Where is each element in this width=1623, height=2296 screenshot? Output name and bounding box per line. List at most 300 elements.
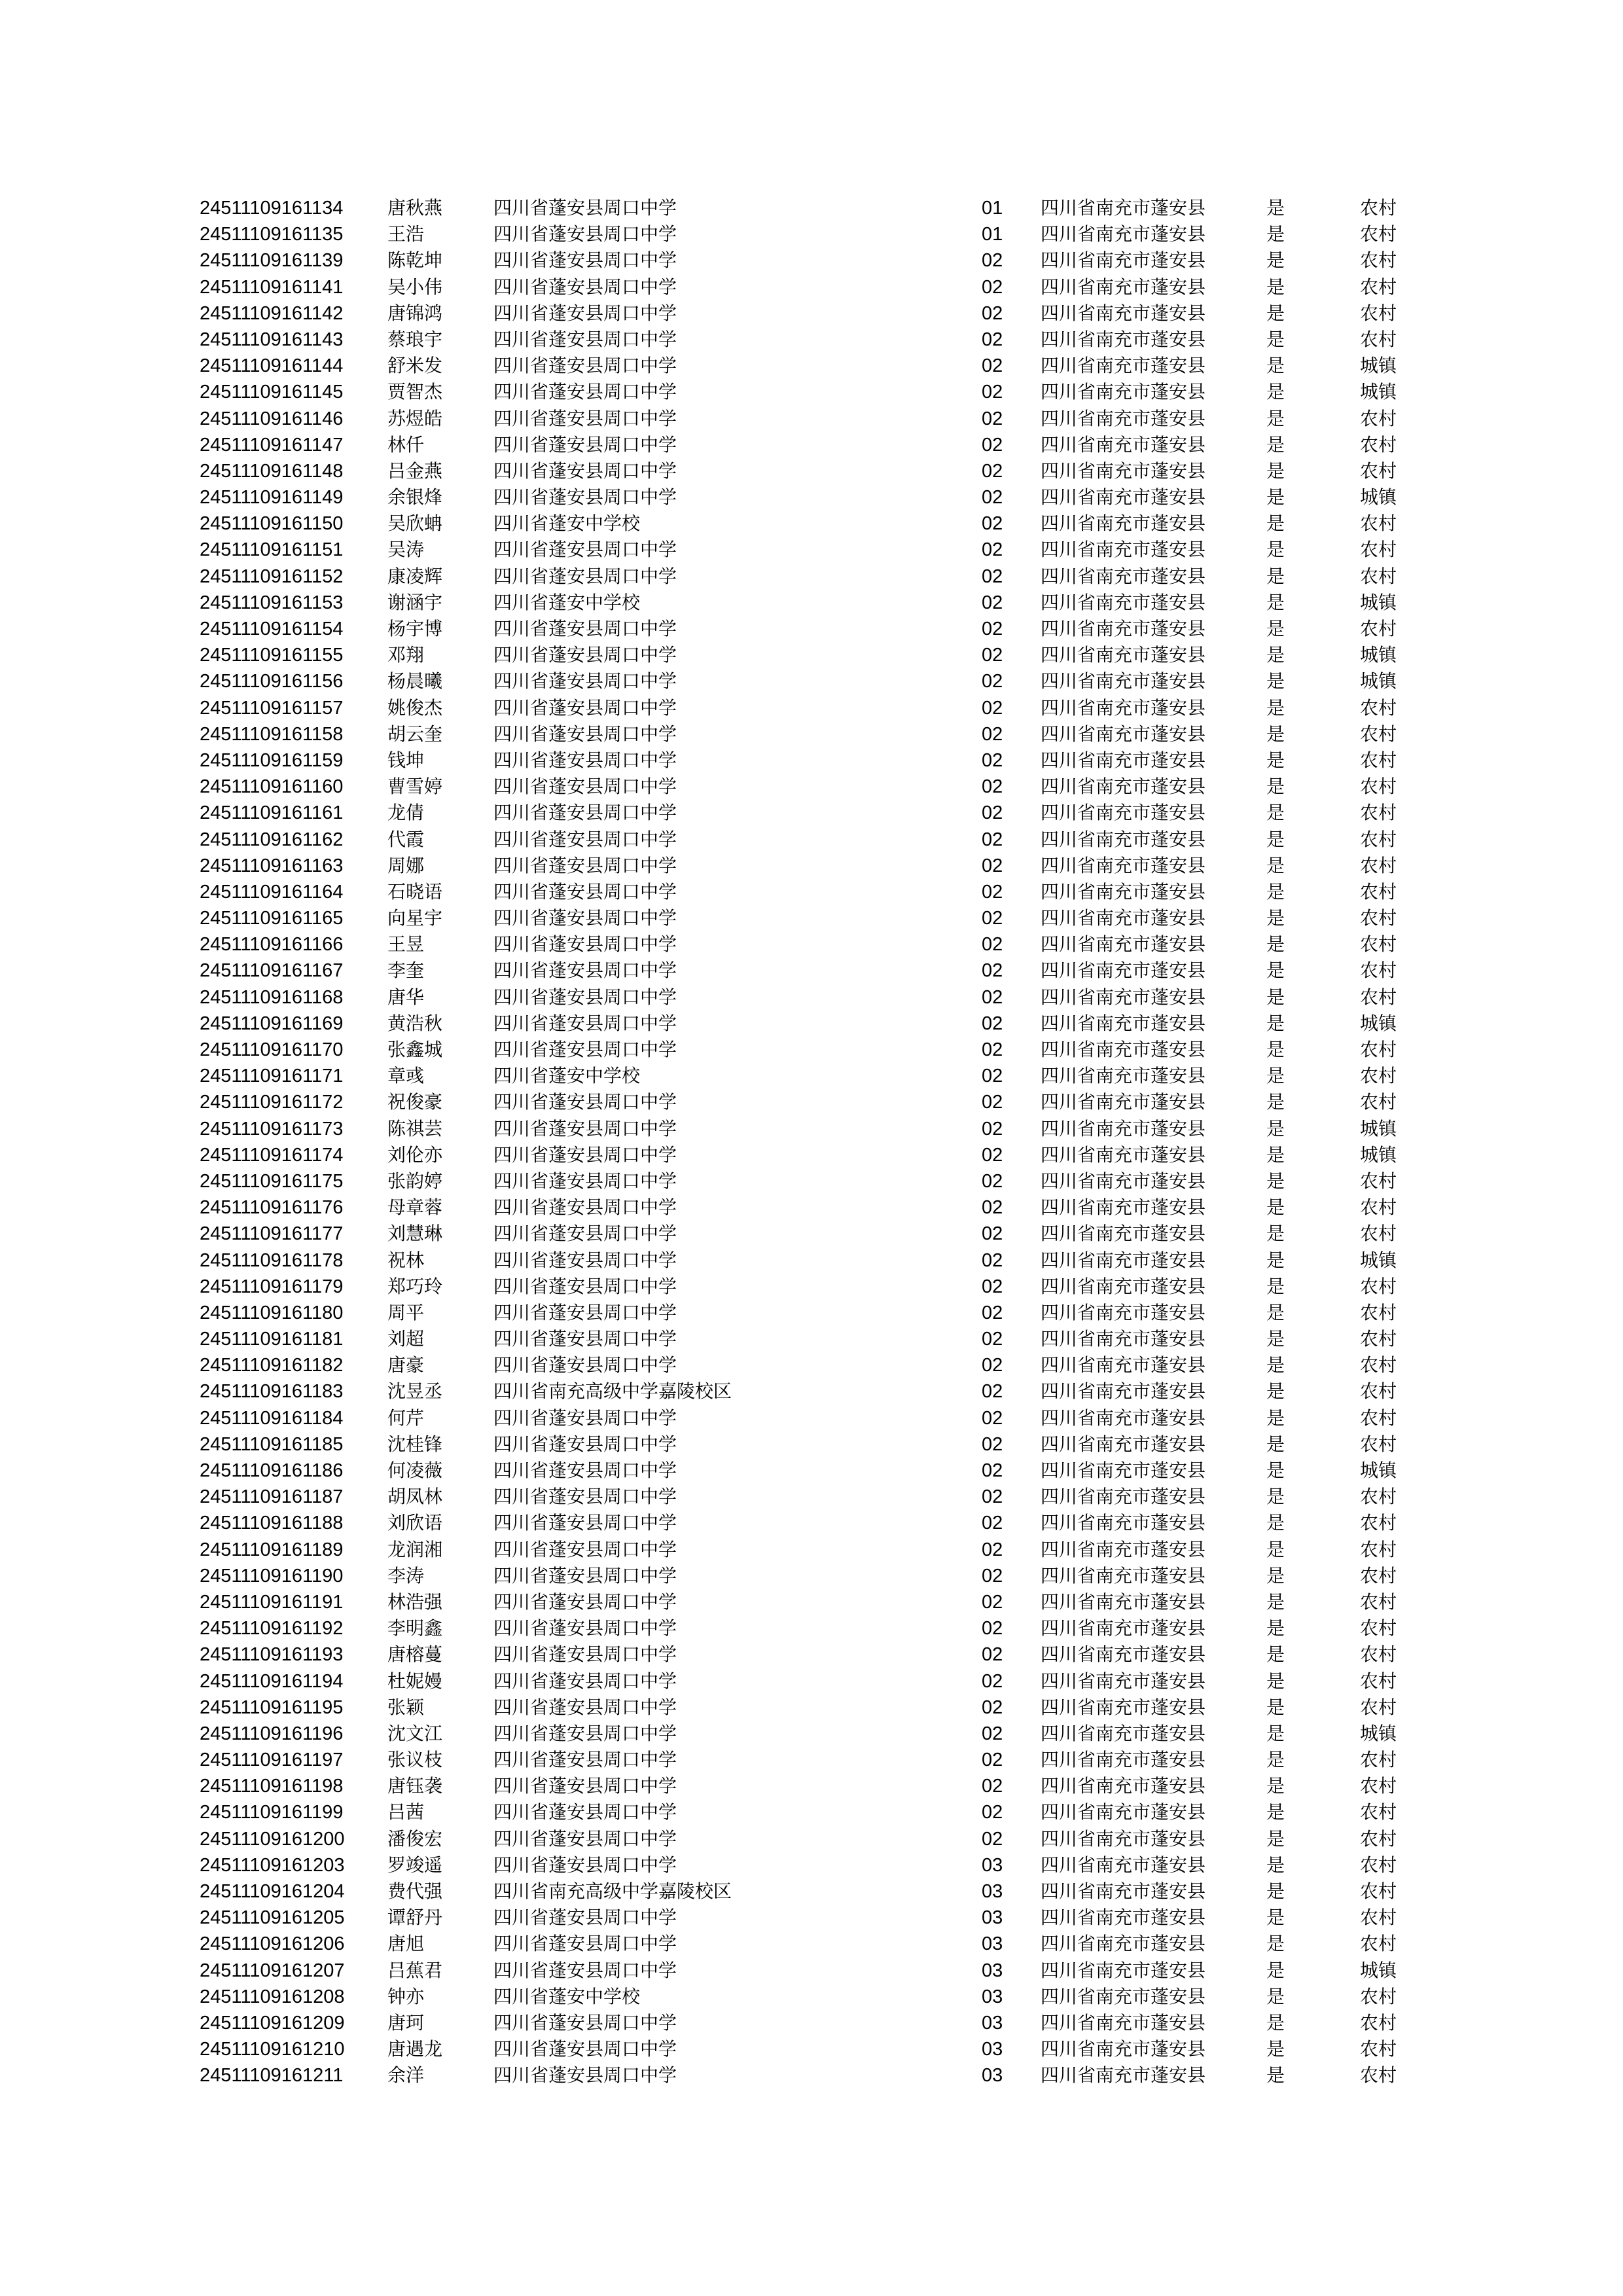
exam-id-cell: 24511109161170	[200, 1039, 344, 1060]
region-cell: 四川省南充市蓬安县	[1041, 802, 1206, 824]
table-row	[0, 1484, 1623, 1510]
region-cell: 四川省南充市蓬安县	[1041, 1512, 1206, 1534]
exam-id-cell: 24511109161203	[200, 1854, 345, 1876]
student-name-cell: 谢涵宇	[387, 591, 443, 613]
table-row	[0, 1405, 1623, 1431]
student-name-cell: 沈昱丞	[387, 1380, 443, 1403]
exam-id-cell: 24511109161167	[200, 960, 344, 982]
region-cell: 四川省南充市蓬安县	[1041, 197, 1206, 219]
exam-id-cell: 24511109161193	[200, 1644, 344, 1666]
area-type-cell: 城镇	[1360, 1012, 1397, 1034]
region-cell: 四川省南充市蓬安县	[1041, 1907, 1206, 1929]
student-name-cell: 吴欣蚺	[387, 512, 443, 535]
student-name-cell: 唐豪	[387, 1354, 425, 1376]
region-cell: 四川省南充市蓬安县	[1041, 960, 1206, 982]
region-cell: 四川省南充市蓬安县	[1041, 512, 1206, 535]
school-cell: 四川省蓬安县周口中学	[493, 618, 677, 639]
student-name-cell: 刘慧琳	[387, 1223, 443, 1245]
area-type-cell: 城镇	[1360, 644, 1397, 666]
flag-cell: 是	[1266, 802, 1285, 824]
code-cell: 01	[982, 198, 1003, 219]
table-row	[0, 1958, 1623, 1984]
student-name-cell: 潘俊宏	[387, 1827, 443, 1850]
flag-cell: 是	[1266, 381, 1285, 403]
exam-id-cell: 24511109161197	[200, 1749, 344, 1771]
area-type-cell: 农村	[1360, 433, 1397, 456]
table-row	[0, 1747, 1623, 1773]
flag-cell: 是	[1266, 960, 1285, 982]
school-cell: 四川省蓬安县周口中学	[493, 1433, 677, 1455]
code-cell: 02	[982, 1749, 1003, 1771]
code-cell: 02	[982, 1302, 1003, 1323]
school-cell: 四川省蓬安县周口中学	[493, 1407, 677, 1429]
school-cell: 四川省蓬安县周口中学	[493, 1722, 677, 1744]
area-type-cell: 农村	[1360, 276, 1397, 298]
flag-cell: 是	[1266, 1275, 1285, 1297]
code-cell: 02	[982, 1039, 1003, 1060]
flag-cell: 是	[1266, 2011, 1285, 2034]
student-name-cell: 曹雪婷	[387, 776, 443, 798]
student-name-cell: 林仟	[387, 433, 425, 456]
region-cell: 四川省南充市蓬安县	[1041, 486, 1206, 509]
flag-cell: 是	[1266, 1039, 1285, 1060]
flag-cell: 是	[1266, 1091, 1285, 1113]
student-name-cell: 苏煜皓	[387, 407, 443, 429]
school-cell: 四川省蓬安县周口中学	[493, 1196, 677, 1219]
school-cell: 四川省蓬安县周口中学	[493, 249, 677, 272]
flag-cell: 是	[1266, 1012, 1285, 1034]
exam-id-cell: 24511109161173	[200, 1118, 344, 1139]
region-cell: 四川省南充市蓬安县	[1041, 880, 1206, 903]
code-cell: 02	[982, 302, 1003, 324]
student-name-cell: 刘伦亦	[387, 1143, 443, 1166]
table-row	[0, 827, 1623, 853]
code-cell: 02	[982, 1407, 1003, 1429]
region-cell: 四川省南充市蓬安县	[1041, 1117, 1206, 1139]
flag-cell: 是	[1266, 670, 1285, 692]
table-row	[0, 774, 1623, 800]
exam-id-cell: 24511109161165	[200, 908, 344, 929]
school-cell: 四川省蓬安县周口中学	[493, 1091, 677, 1113]
school-cell: 四川省蓬安县周口中学	[493, 302, 677, 324]
code-cell: 02	[982, 434, 1003, 456]
student-name-cell: 郑巧玲	[387, 1275, 443, 1297]
area-type-cell: 农村	[1360, 197, 1397, 219]
school-cell: 四川省南充高级中学嘉陵校区	[493, 1380, 732, 1403]
school-cell: 四川省蓬安县周口中学	[493, 1749, 677, 1771]
exam-id-cell: 24511109161161	[200, 802, 344, 824]
student-name-cell: 杨晨曦	[387, 670, 443, 692]
flag-cell: 是	[1266, 565, 1285, 587]
exam-id-cell: 24511109161184	[200, 1407, 344, 1429]
code-cell: 02	[982, 855, 1003, 876]
code-cell: 02	[982, 1670, 1003, 1692]
region-cell: 四川省南充市蓬安县	[1041, 1486, 1206, 1508]
flag-cell: 是	[1266, 618, 1285, 639]
school-cell: 四川省蓬安县周口中学	[493, 1696, 677, 1718]
exam-id-cell: 24511109161149	[200, 487, 344, 509]
flag-cell: 是	[1266, 1775, 1285, 1797]
school-cell: 四川省蓬安县周口中学	[493, 1117, 677, 1139]
flag-cell: 是	[1266, 1301, 1285, 1323]
area-type-cell: 农村	[1360, 1696, 1397, 1718]
table-row	[0, 668, 1623, 694]
region-cell: 四川省南充市蓬安县	[1041, 907, 1206, 929]
region-cell: 四川省南充市蓬安县	[1041, 565, 1206, 587]
area-type-cell: 农村	[1360, 1538, 1397, 1560]
school-cell: 四川省蓬安县周口中学	[493, 670, 677, 692]
area-type-cell: 农村	[1360, 1170, 1397, 1192]
school-cell: 四川省蓬安县周口中学	[493, 854, 677, 876]
table-row	[0, 853, 1623, 879]
code-cell: 02	[982, 986, 1003, 1008]
area-type-cell: 农村	[1360, 1354, 1397, 1376]
table-row	[0, 1326, 1623, 1352]
code-cell: 02	[982, 829, 1003, 850]
school-cell: 四川省蓬安县周口中学	[493, 1249, 677, 1271]
flag-cell: 是	[1266, 1670, 1285, 1692]
area-type-cell: 农村	[1360, 802, 1397, 824]
code-cell: 02	[982, 619, 1003, 639]
table-row	[0, 616, 1623, 642]
area-type-cell: 农村	[1360, 749, 1397, 771]
roster-table	[0, 195, 1623, 2089]
table-row	[0, 958, 1623, 984]
school-cell: 四川省蓬安县周口中学	[493, 223, 677, 245]
flag-cell: 是	[1266, 1722, 1285, 1744]
flag-cell: 是	[1266, 644, 1285, 666]
table-row	[0, 1721, 1623, 1747]
student-name-cell: 唐秋燕	[387, 197, 443, 219]
student-name-cell: 沈桂锋	[387, 1433, 443, 1455]
code-cell: 02	[982, 1513, 1003, 1534]
area-type-cell: 城镇	[1360, 1249, 1397, 1271]
table-row	[0, 1247, 1623, 1274]
school-cell: 四川省蓬安县周口中学	[493, 433, 677, 456]
student-name-cell: 祝林	[387, 1249, 425, 1271]
exam-id-cell: 24511109161142	[200, 302, 344, 324]
flag-cell: 是	[1266, 880, 1285, 903]
code-cell: 02	[982, 1565, 1003, 1587]
region-cell: 四川省南充市蓬安县	[1041, 1880, 1206, 1902]
student-name-cell: 邓翔	[387, 644, 425, 666]
code-cell: 02	[982, 460, 1003, 482]
table-row	[0, 747, 1623, 774]
region-cell: 四川省南充市蓬安县	[1041, 1039, 1206, 1060]
table-row	[0, 2010, 1623, 2036]
exam-id-cell: 24511109161174	[200, 1144, 344, 1166]
code-cell: 02	[982, 645, 1003, 666]
code-cell: 02	[982, 881, 1003, 903]
school-cell: 四川省蓬安中学校	[493, 1985, 641, 2007]
code-cell: 02	[982, 776, 1003, 798]
student-name-cell: 章彧	[387, 1065, 425, 1087]
exam-id-cell: 24511109161166	[200, 934, 344, 956]
area-type-cell: 农村	[1360, 459, 1397, 482]
table-row	[0, 1510, 1623, 1536]
student-name-cell: 石晓语	[387, 880, 443, 903]
area-type-cell: 农村	[1360, 696, 1397, 719]
exam-id-cell: 24511109161145	[200, 382, 344, 403]
flag-cell: 是	[1266, 539, 1285, 561]
flag-cell: 是	[1266, 1617, 1285, 1640]
area-type-cell: 农村	[1360, 1670, 1397, 1692]
table-row	[0, 1984, 1623, 2010]
school-cell: 四川省蓬安中学校	[493, 1065, 641, 1087]
code-cell: 02	[982, 1223, 1003, 1245]
table-row	[0, 195, 1623, 221]
code-cell: 02	[982, 355, 1003, 377]
exam-id-cell: 24511109161188	[200, 1513, 344, 1534]
student-name-cell: 唐旭	[387, 1933, 425, 1955]
school-cell: 四川省蓬安县周口中学	[493, 459, 677, 482]
flag-cell: 是	[1266, 1143, 1285, 1166]
school-cell: 四川省蓬安县周口中学	[493, 723, 677, 745]
table-row	[0, 1905, 1623, 1931]
code-cell: 01	[982, 224, 1003, 245]
code-cell: 03	[982, 2039, 1003, 2060]
table-row	[0, 406, 1623, 432]
student-name-cell: 唐锦鸿	[387, 302, 443, 324]
table-row	[0, 379, 1623, 405]
code-cell: 02	[982, 960, 1003, 982]
flag-cell: 是	[1266, 1460, 1285, 1481]
student-name-cell: 贾智杰	[387, 381, 443, 403]
region-cell: 四川省南充市蓬安县	[1041, 1590, 1206, 1613]
area-type-cell: 农村	[1360, 1854, 1397, 1876]
table-row	[0, 984, 1623, 1011]
table-row	[0, 1352, 1623, 1378]
school-cell: 四川省蓬安县周口中学	[493, 1959, 677, 1981]
area-type-cell: 农村	[1360, 1301, 1397, 1323]
student-name-cell: 李明鑫	[387, 1617, 443, 1640]
exam-id-cell: 24511109161205	[200, 1907, 345, 1929]
flag-cell: 是	[1266, 433, 1285, 456]
code-cell: 03	[982, 2012, 1003, 2034]
code-cell: 02	[982, 1696, 1003, 1718]
exam-id-cell: 24511109161151	[200, 539, 344, 561]
exam-id-cell: 24511109161152	[200, 565, 344, 587]
table-row	[0, 1878, 1623, 1905]
table-row	[0, 274, 1623, 300]
region-cell: 四川省南充市蓬安县	[1041, 539, 1206, 561]
region-cell: 四川省南充市蓬安县	[1041, 696, 1206, 719]
school-cell: 四川省蓬安县周口中学	[493, 986, 677, 1008]
code-cell: 02	[982, 250, 1003, 272]
region-cell: 四川省南充市蓬安县	[1041, 1564, 1206, 1587]
flag-cell: 是	[1266, 407, 1285, 429]
region-cell: 四川省南充市蓬安县	[1041, 1775, 1206, 1797]
exam-id-cell: 24511109161155	[200, 645, 344, 666]
table-row	[0, 1011, 1623, 1037]
school-cell: 四川省蓬安县周口中学	[493, 644, 677, 666]
code-cell: 02	[982, 697, 1003, 719]
exam-id-cell: 24511109161175	[200, 1170, 344, 1192]
student-name-cell: 李涛	[387, 1564, 425, 1587]
area-type-cell: 农村	[1360, 1801, 1397, 1823]
exam-id-cell: 24511109161158	[200, 723, 344, 745]
area-type-cell: 农村	[1360, 723, 1397, 745]
table-row	[0, 1537, 1623, 1563]
code-cell: 02	[982, 802, 1003, 824]
region-cell: 四川省南充市蓬安县	[1041, 459, 1206, 482]
area-type-cell: 城镇	[1360, 1117, 1397, 1139]
exam-id-cell: 24511109161199	[200, 1802, 344, 1823]
code-cell: 02	[982, 1460, 1003, 1481]
table-row	[0, 564, 1623, 590]
flag-cell: 是	[1266, 512, 1285, 535]
code-cell: 03	[982, 2065, 1003, 2087]
area-type-cell: 农村	[1360, 618, 1397, 639]
flag-cell: 是	[1266, 1433, 1285, 1455]
table-row	[0, 1826, 1623, 1852]
table-row	[0, 721, 1623, 747]
table-row	[0, 1615, 1623, 1641]
region-cell: 四川省南充市蓬安县	[1041, 828, 1206, 850]
flag-cell: 是	[1266, 486, 1285, 509]
school-cell: 四川省蓬安县周口中学	[493, 1933, 677, 1955]
region-cell: 四川省南充市蓬安县	[1041, 1433, 1206, 1455]
flag-cell: 是	[1266, 591, 1285, 613]
code-cell: 03	[982, 1907, 1003, 1929]
code-cell: 02	[982, 749, 1003, 771]
exam-id-cell: 24511109161181	[200, 1329, 344, 1350]
student-name-cell: 刘欣语	[387, 1512, 443, 1534]
code-cell: 02	[982, 1329, 1003, 1350]
table-row	[0, 1799, 1623, 1825]
table-row	[0, 879, 1623, 905]
flag-cell: 是	[1266, 1801, 1285, 1823]
school-cell: 四川省蓬安县周口中学	[493, 1039, 677, 1060]
exam-id-cell: 24511109161163	[200, 855, 344, 876]
exam-id-cell: 24511109161148	[200, 460, 344, 482]
exam-id-cell: 24511109161198	[200, 1776, 344, 1797]
exam-id-cell: 24511109161146	[200, 408, 344, 429]
region-cell: 四川省南充市蓬安县	[1041, 1722, 1206, 1744]
student-name-cell: 代霞	[387, 828, 425, 850]
area-type-cell: 农村	[1360, 1433, 1397, 1455]
exam-id-cell: 24511109161194	[200, 1670, 344, 1692]
area-type-cell: 农村	[1360, 907, 1397, 929]
area-type-cell: 农村	[1360, 1985, 1397, 2007]
exam-id-cell: 24511109161189	[200, 1539, 344, 1560]
area-type-cell: 农村	[1360, 1328, 1397, 1350]
flag-cell: 是	[1266, 1985, 1285, 2007]
area-type-cell: 农村	[1360, 1196, 1397, 1219]
code-cell: 02	[982, 1197, 1003, 1219]
student-name-cell: 唐遇龙	[387, 2038, 443, 2060]
region-cell: 四川省南充市蓬安县	[1041, 1380, 1206, 1403]
exam-id-cell: 24511109161185	[200, 1433, 344, 1455]
table-row	[0, 1300, 1623, 1326]
area-type-cell: 农村	[1360, 986, 1397, 1008]
school-cell: 四川省蓬安县周口中学	[493, 880, 677, 903]
table-row	[0, 221, 1623, 247]
table-row	[0, 327, 1623, 353]
exam-id-cell: 24511109161164	[200, 881, 344, 903]
student-name-cell: 罗竣遥	[387, 1854, 443, 1876]
region-cell: 四川省南充市蓬安县	[1041, 1933, 1206, 1955]
flag-cell: 是	[1266, 197, 1285, 219]
region-cell: 四川省南充市蓬安县	[1041, 1143, 1206, 1166]
flag-cell: 是	[1266, 302, 1285, 324]
student-name-cell: 杨宇博	[387, 618, 443, 639]
flag-cell: 是	[1266, 1933, 1285, 1955]
region-cell: 四川省南充市蓬安县	[1041, 1854, 1206, 1876]
area-type-cell: 城镇	[1360, 1460, 1397, 1481]
code-cell: 02	[982, 1539, 1003, 1560]
school-cell: 四川省蓬安县周口中学	[493, 696, 677, 719]
school-cell: 四川省蓬安县周口中学	[493, 276, 677, 298]
region-cell: 四川省南充市蓬安县	[1041, 1065, 1206, 1087]
school-cell: 四川省蓬安县周口中学	[493, 1538, 677, 1560]
school-cell: 四川省蓬安县周口中学	[493, 539, 677, 561]
code-cell: 02	[982, 1828, 1003, 1850]
region-cell: 四川省南充市蓬安县	[1041, 776, 1206, 798]
area-type-cell: 农村	[1360, 2011, 1397, 2034]
table-row	[0, 1563, 1623, 1589]
table-row	[0, 1089, 1623, 1115]
code-cell: 02	[982, 1066, 1003, 1087]
school-cell: 四川省蓬安县周口中学	[493, 1854, 677, 1876]
table-row	[0, 695, 1623, 721]
school-cell: 四川省蓬安县周口中学	[493, 328, 677, 350]
code-cell: 02	[982, 1644, 1003, 1666]
area-type-cell: 城镇	[1360, 355, 1397, 377]
area-type-cell: 农村	[1360, 1275, 1397, 1297]
student-name-cell: 胡凤林	[387, 1486, 443, 1508]
flag-cell: 是	[1266, 1643, 1285, 1666]
flag-cell: 是	[1266, 854, 1285, 876]
flag-cell: 是	[1266, 1117, 1285, 1139]
student-name-cell: 龙润湘	[387, 1538, 443, 1560]
table-row	[0, 537, 1623, 563]
exam-id-cell: 24511109161178	[200, 1249, 344, 1271]
exam-id-cell: 24511109161195	[200, 1696, 344, 1718]
student-name-cell: 康凌辉	[387, 565, 443, 587]
table-row	[0, 432, 1623, 458]
area-type-cell: 农村	[1360, 776, 1397, 798]
region-cell: 四川省南充市蓬安县	[1041, 1249, 1206, 1271]
flag-cell: 是	[1266, 1196, 1285, 1219]
flag-cell: 是	[1266, 696, 1285, 719]
student-name-cell: 吴小伟	[387, 276, 443, 298]
student-name-cell: 谭舒丹	[387, 1907, 443, 1929]
code-cell: 02	[982, 1591, 1003, 1613]
exam-id-cell: 24511109161179	[200, 1276, 344, 1297]
region-cell: 四川省南充市蓬安县	[1041, 723, 1206, 745]
code-cell: 02	[982, 908, 1003, 929]
area-type-cell: 农村	[1360, 1880, 1397, 1902]
student-name-cell: 钱坤	[387, 749, 425, 771]
student-name-cell: 张鑫城	[387, 1039, 443, 1060]
region-cell: 四川省南充市蓬安县	[1041, 1091, 1206, 1113]
code-cell: 03	[982, 1960, 1003, 1981]
school-cell: 四川省蓬安县周口中学	[493, 1827, 677, 1850]
exam-id-cell: 24511109161156	[200, 671, 344, 692]
area-type-cell: 农村	[1360, 1512, 1397, 1534]
table-row	[0, 800, 1623, 826]
school-cell: 四川省蓬安县周口中学	[493, 1460, 677, 1481]
area-type-cell: 农村	[1360, 2038, 1397, 2060]
region-cell: 四川省南充市蓬安县	[1041, 644, 1206, 666]
school-cell: 四川省蓬安县周口中学	[493, 1275, 677, 1297]
school-cell: 四川省蓬安县周口中学	[493, 828, 677, 850]
student-name-cell: 李奎	[387, 960, 425, 982]
table-row	[0, 1931, 1623, 1957]
region-cell: 四川省南充市蓬安县	[1041, 1617, 1206, 1640]
school-cell: 四川省蓬安中学校	[493, 591, 641, 613]
